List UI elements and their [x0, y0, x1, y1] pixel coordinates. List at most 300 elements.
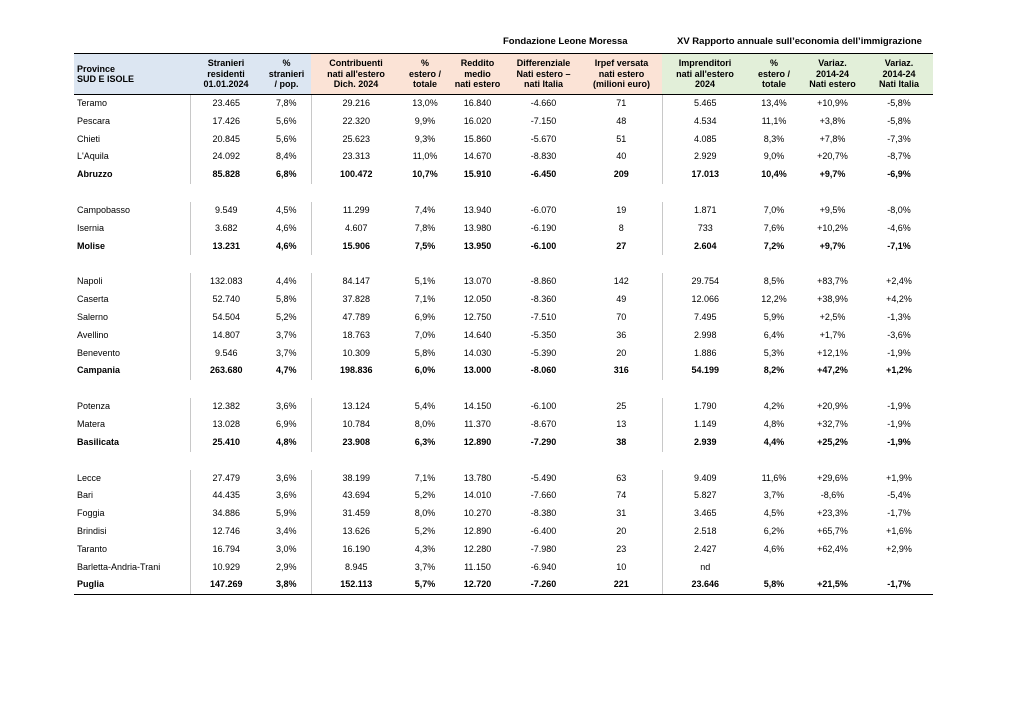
cell-value: 6,4%	[763, 329, 785, 340]
cell-value: -5,4%	[887, 490, 911, 501]
cell-value: 9.409	[662, 470, 748, 488]
cell-value: 8.945	[311, 559, 401, 577]
province-name: Campobasso	[77, 204, 131, 215]
cell-value: 198.836	[311, 362, 401, 380]
province-row	[74, 309, 933, 327]
cell-value: 23.908	[311, 434, 401, 452]
cell-value: -8.380	[530, 508, 557, 519]
cell-value: 142	[613, 276, 629, 287]
cell-value: 14.640	[463, 329, 492, 340]
cell-value: 9,9%	[414, 115, 436, 126]
cell-value: 13.980	[463, 222, 492, 233]
cell-value: 25.410	[190, 434, 262, 452]
region-name: Molise	[77, 240, 106, 251]
cell-value: 733	[662, 220, 748, 238]
column-header-8: Imprenditori nati all'estero 2024	[662, 54, 748, 95]
cell-value: 7,1%	[414, 294, 436, 305]
cell-value: +1,6%	[886, 525, 912, 536]
province-name: Barletta-Andria-Trani	[77, 561, 161, 572]
cell-value: 5,2%	[414, 490, 436, 501]
cell-value: 4,8%	[763, 418, 785, 429]
cell-value: 27	[616, 240, 627, 251]
cell-value: 4,4%	[763, 436, 785, 447]
province-name: Potenza	[77, 401, 111, 412]
cell-value: 14.030	[463, 347, 492, 358]
cell-value: 38	[616, 436, 627, 447]
cell-value: 19	[616, 204, 627, 215]
cell-value: +12,1%	[817, 347, 848, 358]
cell-value: 16.794	[190, 541, 262, 559]
province-name: Benevento	[77, 347, 121, 358]
cell-value: -7.260	[506, 576, 581, 594]
cell-value: 5,9%	[275, 508, 297, 519]
cell-value: 15.910	[463, 169, 492, 180]
cell-value	[748, 559, 800, 577]
cell-value: 4,4%	[275, 276, 297, 287]
cell-value: 20	[616, 347, 627, 358]
cell-value: -5.490	[530, 472, 557, 483]
cell-value: -8,7%	[887, 151, 911, 162]
cell-value: 11.370	[464, 418, 491, 429]
cell-value: 1.149	[662, 416, 748, 434]
cell-value: 5,2%	[275, 311, 297, 322]
cell-value: 13.950	[463, 240, 492, 251]
cell-value: -6,9%	[887, 169, 911, 180]
cell-value: 25.623	[311, 131, 401, 149]
cell-value: +21,5%	[800, 576, 865, 594]
cell-value: 6,9%	[414, 311, 436, 322]
province-name: Bari	[77, 490, 94, 501]
cell-value: 1.790	[662, 398, 748, 416]
cell-value: 5,8%	[748, 576, 800, 594]
cell-value: 7,6%	[763, 222, 785, 233]
column-header-11: Variaz. 2014-24 Nati Italia	[865, 54, 933, 95]
cell-value: 13.028	[190, 416, 262, 434]
province-name: Chieti	[77, 133, 101, 144]
cell-value: 7,5%	[414, 240, 436, 251]
cell-value: +10,9%	[817, 98, 848, 108]
cell-value: 15.906	[311, 238, 401, 256]
cell-value: -1,7%	[865, 576, 933, 594]
cell-value: 74	[616, 490, 627, 501]
column-header-4: % estero / totale	[401, 54, 449, 95]
cell-value: -6.450	[530, 169, 557, 180]
province-name: L'Aquila	[77, 151, 109, 162]
cell-value: 6,8%	[275, 169, 297, 180]
cell-value: 5.827	[662, 487, 748, 505]
region-name: Campania	[77, 365, 121, 376]
cell-value: -6.070	[530, 204, 557, 215]
cell-value: -7,1%	[887, 240, 911, 251]
cell-value: 2.427	[662, 541, 748, 559]
cell-value: +29,6%	[817, 472, 848, 483]
cell-value: 23.313	[311, 148, 401, 166]
column-header-10: Variaz. 2014-24 Nati estero	[800, 54, 865, 95]
cell-value: 22.320	[311, 113, 401, 131]
cell-value: -5,8%	[887, 98, 911, 108]
cell-value: 37.828	[311, 291, 401, 309]
cell-value: 12.746	[190, 523, 262, 541]
province-name: Avellino	[77, 329, 109, 340]
cell-value: 100.472	[311, 166, 401, 184]
cell-value: 85.828	[190, 166, 262, 184]
cell-value: 11,0%	[412, 151, 438, 162]
cell-value: -7.510	[530, 311, 557, 322]
cell-value: 18.763	[311, 327, 401, 345]
province-name: Teramo	[77, 98, 108, 108]
cell-value: 4.085	[662, 131, 748, 149]
cell-value: 38.199	[311, 470, 401, 488]
cell-value: 4,6%	[275, 240, 297, 251]
cell-value: 17.426	[190, 113, 262, 131]
cell-value: 3,8%	[262, 576, 311, 594]
cell-value: 1.886	[662, 345, 748, 363]
cell-value: 12.280	[463, 543, 492, 554]
province-name: Caserta	[77, 294, 109, 305]
cell-value: -8.860	[530, 276, 557, 287]
region-total-row	[74, 166, 933, 184]
province-row	[74, 398, 933, 416]
cell-value: 4,7%	[275, 365, 297, 376]
cell-value: 29.216	[311, 95, 401, 113]
cell-value: 7,2%	[763, 240, 785, 251]
cell-value: 12.050	[463, 294, 492, 305]
cell-value: 2,9%	[275, 561, 297, 572]
cell-value: 24.092	[190, 148, 262, 166]
province-row	[74, 148, 933, 166]
cell-value: +10,2%	[817, 222, 848, 233]
cell-value: -6.100	[530, 401, 557, 412]
cell-value: 10.309	[311, 345, 401, 363]
cell-value: 54.504	[190, 309, 262, 327]
cell-value: -4.660	[530, 98, 557, 108]
cell-value: 23	[616, 543, 627, 554]
group-spacer	[74, 255, 933, 273]
cell-value: +62,4%	[817, 543, 848, 554]
cell-value: 8,0%	[414, 508, 436, 519]
cell-value: 3,6%	[275, 490, 297, 501]
cell-value: 12.382	[190, 398, 262, 416]
cell-value: +1,9%	[886, 472, 912, 483]
cell-value: 16.190	[311, 541, 401, 559]
cell-value: +4,2%	[886, 294, 912, 305]
province-row	[74, 273, 933, 291]
cell-value: -8,6%	[820, 490, 845, 501]
cell-value: -1,9%	[887, 436, 911, 447]
cell-value: +3,8%	[819, 115, 846, 126]
cell-value: 316	[613, 365, 629, 376]
cell-value: 6,9%	[275, 418, 297, 429]
cell-value: 31.459	[311, 505, 401, 523]
cell-value: 11.299	[311, 202, 401, 220]
cell-value: 13.231	[190, 238, 262, 256]
cell-value: 2.604	[662, 238, 748, 256]
cell-value: 4,5%	[275, 204, 297, 215]
cell-value: 51	[616, 133, 627, 144]
table-header-row	[74, 54, 933, 95]
province-row	[74, 559, 933, 577]
cell-value: 47.789	[311, 309, 401, 327]
cell-value: 29.754	[662, 273, 748, 291]
cell-value: 63	[616, 472, 627, 483]
cell-value: 147.269	[190, 576, 262, 594]
province-name: Brindisi	[77, 525, 107, 536]
cell-value: 27.479	[190, 470, 262, 488]
cell-value: 20.845	[190, 131, 262, 149]
cell-value: 8,0%	[414, 418, 436, 429]
cell-value: 2.998	[662, 327, 748, 345]
province-row	[74, 523, 933, 541]
group-spacer	[74, 380, 933, 398]
cell-value: 5,9%	[763, 311, 785, 322]
cell-value: -5.670	[530, 133, 557, 144]
cell-value: 7.495	[662, 309, 748, 327]
cell-value: 12,2%	[761, 294, 787, 305]
province-name: Pescara	[77, 115, 111, 126]
cell-value: +23,3%	[817, 508, 848, 519]
cell-value: 221	[581, 576, 662, 594]
region-name: Puglia	[74, 576, 190, 594]
cell-value: -8.830	[530, 151, 557, 162]
region-total-row	[74, 576, 933, 594]
group-spacer	[74, 184, 933, 202]
cell-value	[800, 559, 865, 577]
cell-value: 14.150	[463, 401, 492, 412]
cell-value: 7,0%	[414, 329, 436, 340]
province-row	[74, 470, 933, 488]
cell-value: -1,7%	[887, 508, 911, 519]
cell-value: 84.147	[311, 273, 401, 291]
cell-value: 9.546	[190, 345, 262, 363]
cell-value: +25,2%	[817, 436, 848, 447]
cell-value: 9.549	[190, 202, 262, 220]
cell-value: 6,2%	[763, 525, 785, 536]
cell-value: 36	[616, 329, 627, 340]
cell-value: 10,4%	[761, 169, 787, 180]
column-header-2: % stranieri / pop.	[262, 54, 311, 95]
province-row	[74, 113, 933, 131]
cell-value: 12.750	[463, 311, 492, 322]
cell-value: 54.199	[662, 362, 748, 380]
cell-value: +83,7%	[817, 276, 848, 287]
province-name: Napoli	[77, 276, 103, 287]
cell-value: 23.646	[662, 576, 748, 594]
column-header-6: Differenziale Nati estero – nati Italia	[506, 54, 581, 95]
cell-value: 2.929	[662, 148, 748, 166]
cell-value: 12.890	[463, 436, 492, 447]
cell-value: 3,7%	[763, 490, 785, 501]
province-row	[74, 345, 933, 363]
cell-value: 8,2%	[763, 365, 785, 376]
cell-value: 13.780	[463, 472, 492, 483]
cell-value: 3,4%	[275, 525, 297, 536]
cell-value: 11,6%	[761, 472, 787, 483]
cell-value: 10,7%	[412, 169, 438, 180]
cell-value: 8,3%	[763, 133, 785, 144]
cell-value: -5.350	[530, 329, 557, 340]
region-total-row	[74, 238, 933, 256]
cell-value: 49	[616, 294, 627, 305]
cell-value: 12.066	[662, 291, 748, 309]
cell-value: 4.534	[662, 113, 748, 131]
cell-value: 11.150	[464, 561, 491, 572]
cell-value: -6.940	[530, 561, 557, 572]
immigration-economy-table	[74, 53, 933, 595]
cell-value: 4,6%	[763, 543, 785, 554]
table-body	[74, 95, 933, 595]
province-name: Salerno	[77, 311, 109, 322]
cell-value: -7.150	[530, 115, 557, 126]
cell-value: +2,5%	[819, 311, 846, 322]
cell-value: 5,1%	[414, 276, 436, 287]
province-row	[74, 487, 933, 505]
cell-value: 5,2%	[414, 525, 436, 536]
cell-value: -7.980	[530, 543, 557, 554]
cell-value: 14.807	[190, 327, 262, 345]
cell-value: 4,2%	[763, 401, 785, 412]
province-row	[74, 202, 933, 220]
cell-value: 3,7%	[275, 347, 297, 358]
cell-value: nd	[662, 559, 748, 577]
cell-value: -7.660	[530, 490, 557, 501]
cell-value: -8.360	[530, 294, 557, 305]
cell-value: 14.670	[463, 151, 492, 162]
cell-value: 13.626	[311, 523, 401, 541]
cell-value: 13.124	[311, 398, 401, 416]
province-name: Lecce	[77, 472, 102, 483]
cell-value: 20	[616, 525, 627, 536]
cell-value: 1.871	[662, 202, 748, 220]
cell-value: 3,0%	[275, 543, 297, 554]
column-header-3: Contribuenti nati all'estero Dich. 2024	[311, 54, 401, 95]
province-row	[74, 291, 933, 309]
column-header-7: Irpef versata nati estero (milioni euro)	[581, 54, 662, 95]
cell-value: -8,0%	[887, 204, 911, 215]
cell-value: -8.670	[530, 418, 557, 429]
cell-value: 9,0%	[763, 151, 785, 162]
cell-value: -4,6%	[887, 222, 911, 233]
cell-value: 71	[616, 98, 627, 108]
cell-value: +9,7%	[819, 169, 846, 180]
province-row	[74, 95, 933, 113]
cell-value: 44.435	[190, 487, 262, 505]
province-row	[74, 220, 933, 238]
cell-value: -3,6%	[887, 329, 911, 340]
cell-value: 23.465	[190, 95, 262, 113]
cell-value: 263.680	[190, 362, 262, 380]
cell-value: +2,9%	[886, 543, 912, 554]
cell-value: 17.013	[662, 166, 748, 184]
cell-value: -1,3%	[887, 311, 911, 322]
cell-value: 10.270	[463, 508, 492, 519]
cell-value: 5,3%	[763, 347, 785, 358]
cell-value: +9,5%	[819, 204, 846, 215]
cell-value: 13.000	[463, 365, 492, 376]
cell-value: -1,9%	[887, 347, 911, 358]
cell-value: 52.740	[190, 291, 262, 309]
cell-value: 152.113	[311, 576, 401, 594]
cell-value: +20,7%	[817, 151, 848, 162]
province-row	[74, 131, 933, 149]
cell-value: 132.083	[190, 273, 262, 291]
region-total-row	[74, 362, 933, 380]
cell-value: +65,7%	[817, 525, 848, 536]
cell-value: 2.518	[662, 523, 748, 541]
cell-value: +47,2%	[817, 365, 848, 376]
column-header-1: Stranieri residenti 01.01.2024	[190, 54, 262, 95]
report-publisher: Fondazione Leone Moressa	[503, 36, 628, 47]
column-header-5: Reddito medio nati estero	[449, 54, 506, 95]
cell-value: 48	[616, 115, 627, 126]
group-spacer	[74, 452, 933, 470]
cell-value: 3.465	[662, 505, 748, 523]
cell-value: 5,6%	[275, 133, 297, 144]
cell-value: -7.290	[530, 436, 557, 447]
cell-value: 4,6%	[275, 222, 297, 233]
cell-value: 12.890	[463, 525, 492, 536]
province-name: Isernia	[77, 222, 105, 233]
cell-value: 4,5%	[763, 508, 785, 519]
cell-value: 16.840	[463, 98, 492, 108]
cell-value: 2.939	[662, 434, 748, 452]
cell-value: 5.465	[662, 95, 748, 113]
cell-value: 13.940	[463, 204, 492, 215]
cell-value: 3,6%	[275, 401, 297, 412]
column-header-0: Province SUD E ISOLE	[74, 54, 190, 95]
cell-value: +1,7%	[819, 329, 846, 340]
cell-value: 209	[613, 169, 629, 180]
cell-value: -6.100	[530, 240, 557, 251]
cell-value: +7,8%	[819, 133, 846, 144]
cell-value: -1,9%	[887, 418, 911, 429]
cell-value: 4,8%	[275, 436, 297, 447]
province-row	[74, 541, 933, 559]
province-name: Foggia	[77, 508, 105, 519]
cell-value: -6.190	[530, 222, 557, 233]
cell-value: -1,9%	[887, 401, 911, 412]
cell-value: 34.886	[190, 505, 262, 523]
cell-value: +32,7%	[817, 418, 848, 429]
cell-value: 3.682	[190, 220, 262, 238]
cell-value: 10.784	[311, 416, 401, 434]
province-row	[74, 416, 933, 434]
cell-value: 3,6%	[275, 472, 297, 483]
cell-value: 10.929	[190, 559, 262, 577]
cell-value: 5,4%	[414, 401, 436, 412]
cell-value: 3,7%	[414, 561, 436, 572]
cell-value: 10	[616, 561, 627, 572]
cell-value: 7,1%	[414, 472, 436, 483]
region-total-row	[74, 434, 933, 452]
cell-value: 7,0%	[763, 204, 785, 215]
cell-value: 5,7%	[401, 576, 449, 594]
report-title: XV Rapporto annuale sull’economia dell’immigrazione	[677, 36, 922, 47]
cell-value: -5.390	[530, 347, 557, 358]
cell-value: 14.010	[463, 490, 492, 501]
cell-value: 9,3%	[414, 133, 436, 144]
cell-value: +38,9%	[817, 294, 848, 305]
cell-value: 7,8%	[275, 98, 297, 108]
cell-value: 13.070	[463, 276, 492, 287]
cell-value: 40	[616, 151, 627, 162]
cell-value: 8,4%	[275, 151, 297, 162]
cell-value: 13,4%	[761, 98, 787, 108]
cell-value: 8	[618, 222, 624, 233]
cell-value: 3,7%	[275, 329, 297, 340]
province-row	[74, 505, 933, 523]
cell-value: 43.694	[311, 487, 401, 505]
cell-value: 13	[616, 418, 627, 429]
